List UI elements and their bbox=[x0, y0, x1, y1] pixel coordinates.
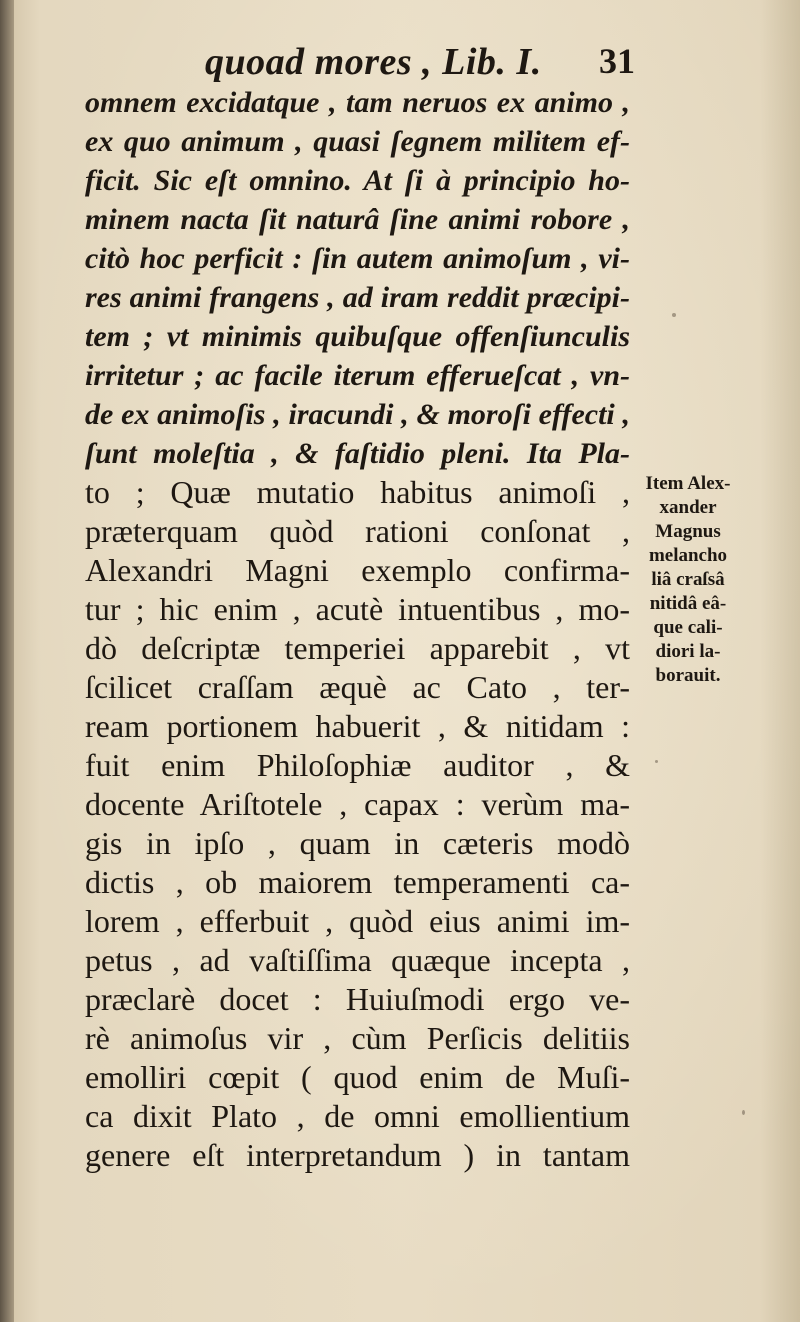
text-line-roman: Alexandri Magni exemplo confirma- bbox=[85, 552, 630, 588]
text-line-roman: ca dixit Plato , de omni emollientium bbox=[85, 1098, 630, 1134]
text-line-italic: de ex animoſis , iracundi , & moroſi effecti , bbox=[85, 398, 630, 431]
text-line-italic: irritetur ; ac facile iterum efferueſcat , vn- bbox=[85, 359, 630, 392]
marginal-note-line: liâ craſsâ bbox=[651, 569, 725, 590]
marginal-note bbox=[632, 472, 744, 688]
text-line-roman: genere eſt interpretandum ) in tantam bbox=[85, 1137, 630, 1173]
text-line-italic: tem ; vt minimis quibuſque offenſiunculis bbox=[85, 320, 630, 353]
text-line-italic: omnem excidatque , tam neruos ex animo , bbox=[85, 86, 630, 119]
text-line-italic: res animi frangens , ad iram reddit præcipi- bbox=[85, 281, 630, 314]
text-line-roman: ream portionem habuerit , & nitidam : bbox=[85, 708, 630, 744]
paper-fleck bbox=[655, 760, 658, 763]
text-line-roman: rè animoſus vir , cùm Perſicis delitiis bbox=[85, 1020, 630, 1056]
text-line-roman: to ; Quæ mutatio habitus animoſi , bbox=[85, 474, 630, 510]
text-line-roman: ſcilicet craſſam æquè ac Cato , ter- bbox=[85, 669, 630, 705]
text-line-roman: docente Ariſtotele , capax : verùm ma- bbox=[85, 786, 630, 822]
text-line-italic: ficit. Sic eſt omnino. At ſi à principio ho- bbox=[85, 164, 630, 197]
text-line-roman: petus , ad vaſtiſſima quæque incepta , bbox=[85, 942, 630, 978]
marginal-note-line: melancho bbox=[648, 545, 728, 566]
text-line-italic: citò hoc perficit : ſin autem animoſum , vi- bbox=[85, 242, 630, 275]
page-number: 31 bbox=[599, 41, 635, 81]
text-line-roman: gis in ipſo , quam in cæteris modò bbox=[85, 825, 630, 861]
text-line-roman: præterquam quòd rationi conſonat , bbox=[85, 513, 630, 549]
text-line-roman: dò deſcriptæ temperiei apparebit , vt bbox=[85, 630, 630, 666]
marginal-note-line: Magnus bbox=[655, 521, 721, 542]
marginal-note-line: que cali- bbox=[653, 617, 723, 638]
text-line-mixed: ſunt moleſtia , & faſtidio pleni. Ita Pla- bbox=[85, 437, 630, 470]
text-line-roman: fuit enim Philoſophiæ auditor , & bbox=[85, 747, 630, 783]
text-line-roman: lorem , efferbuit , quòd eius animi im- bbox=[85, 903, 630, 939]
book-spine-shadow bbox=[0, 0, 14, 1322]
paper-fleck bbox=[672, 313, 676, 317]
text-line-roman: præclarè docet : Huiuſmodi ergo ve- bbox=[85, 981, 630, 1017]
marginal-note-line: diori la- bbox=[655, 641, 721, 662]
marginal-note-line: xander bbox=[659, 497, 717, 518]
main-text-block bbox=[85, 83, 630, 1175]
marginal-note-line: Item Alex- bbox=[645, 473, 731, 494]
text-line-roman: dictis , ob maiorem temperamenti ca- bbox=[85, 864, 630, 900]
running-head: quoad mores , Lib. I. bbox=[205, 41, 542, 83]
text-line-italic: minem nacta ſit naturâ ſine animi robore , bbox=[85, 203, 630, 236]
marginal-note-line: borauit. bbox=[655, 665, 721, 686]
paper-fleck bbox=[742, 1110, 745, 1115]
text-line-roman: tur ; hic enim , acutè intuentibus , mo- bbox=[85, 591, 630, 627]
text-line-italic: ex quo animum , quasi ſegnem militem ef- bbox=[85, 125, 630, 158]
marginal-note-line: nitidâ eâ- bbox=[649, 593, 727, 614]
text-line-roman: emolliri cœpit ( quod enim de Muſi- bbox=[85, 1059, 630, 1095]
